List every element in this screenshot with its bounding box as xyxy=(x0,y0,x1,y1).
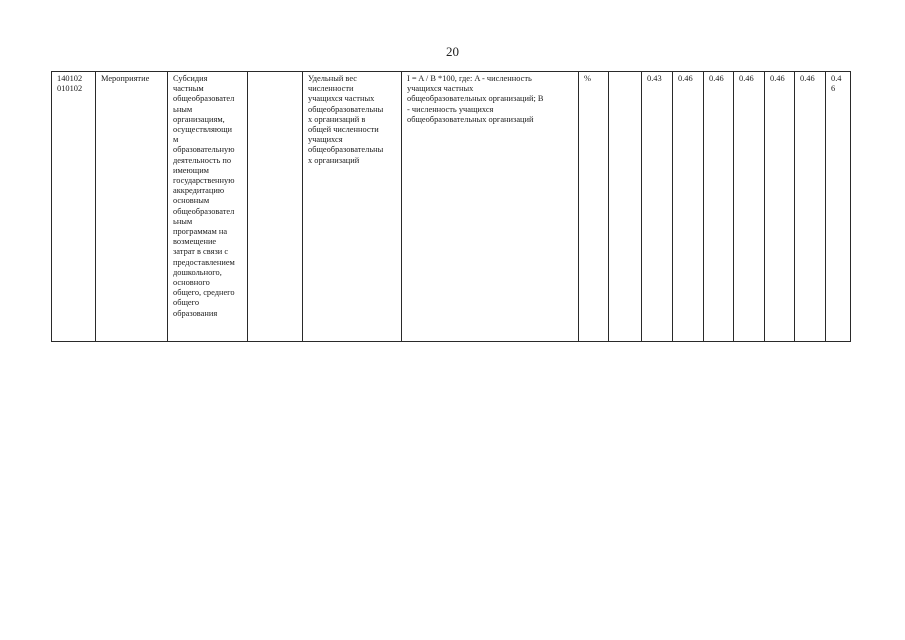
table-row xyxy=(52,72,851,342)
unit-cell: % xyxy=(579,72,609,342)
value-cell: 0.46 xyxy=(704,72,734,342)
value-cell: 0.46 xyxy=(795,72,826,342)
formula-cell: I = A / B *100, где: A - численность учащихся частных общеобразовательных организаций; B - численность учащихся общеобразовательных организаций xyxy=(402,72,579,342)
value-cell: 0.4 6 xyxy=(826,72,851,342)
indicator-table xyxy=(51,71,851,342)
type-cell: Мероприятие xyxy=(96,72,168,342)
empty-cell xyxy=(248,72,303,342)
value-cell: 0.43 xyxy=(642,72,673,342)
value-cell: 0.46 xyxy=(734,72,765,342)
code-cell: 140102 010102 xyxy=(52,72,96,342)
empty-cell xyxy=(609,72,642,342)
value-cell: 0.46 xyxy=(765,72,795,342)
name-cell: Субсидия частным общеобразовател ьным организациям, осуществляющи м образовательную деятельность по имеющим государственную аккредитацию основным общеобразовател ьным программам на возмещение затрат в связи с предоставлением дошкольного, основного общего, среднего общего образования xyxy=(168,72,248,342)
indicator-cell: Удельный вес численности учащихся частных общеобразовательны х организаций в общей численности учащихся общеобразовательны х организаций xyxy=(303,72,402,342)
page-number: 20 xyxy=(446,44,459,59)
value-cell: 0.46 xyxy=(673,72,704,342)
